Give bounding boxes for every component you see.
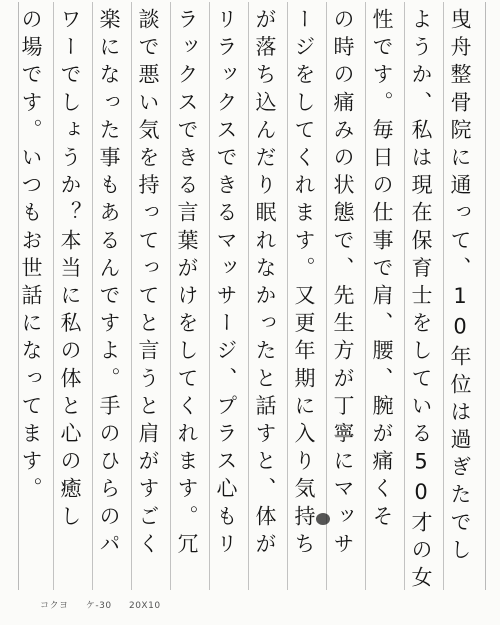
column-rule [443,2,444,590]
footer-size: 20X10 [128,601,161,611]
text-column-1: 曳舟整骨院に通って、10年位は過ぎたでし [448,8,472,566]
text-column-9: 談で悪い気を持ってってと言うと肩がすごく [136,8,160,560]
column-rule [365,2,366,590]
column-rule [170,2,171,590]
text-column-3: 性です。毎日の仕事で肩、腰、腕が痛くそ [370,8,394,533]
column-rule [287,2,288,590]
text-column-10: 楽になった事もあるんですよ。手のひらのパ [97,8,121,560]
column-rule [131,2,132,590]
text-column-8: ラックスできる言葉がけをしてくれます。冗 [175,8,199,560]
text-column-12: の場です。いつもお世話になってます。 [19,8,43,505]
footer-brand: コクヨ [40,601,69,611]
footer-code: ケ-30 [85,601,112,611]
paper-footer [40,598,175,611]
text-column-2: ようか、私は現在保育士をしている50才の女 [409,8,433,594]
text-column-5: ージをしてくれます。又更年期に入り気持ち [292,8,316,560]
column-rule [92,2,93,590]
column-rule [53,2,54,590]
text-column-6: が落ち込んだり眠れなかったと話すと、体が [253,8,277,560]
text-column-4: の時の痛みの状態で、先生方が丁寧にマッサ [331,8,355,560]
column-rule [326,2,327,590]
column-rule [209,2,210,590]
text-column-7: リラックスできるマッサージ、プラス心もリ [214,8,238,560]
text-column-11: ワーでしょうか？本当に私の体と心の癒し [58,8,82,533]
ink-smudge [316,513,330,525]
column-rule [248,2,249,590]
column-rule [404,2,405,590]
